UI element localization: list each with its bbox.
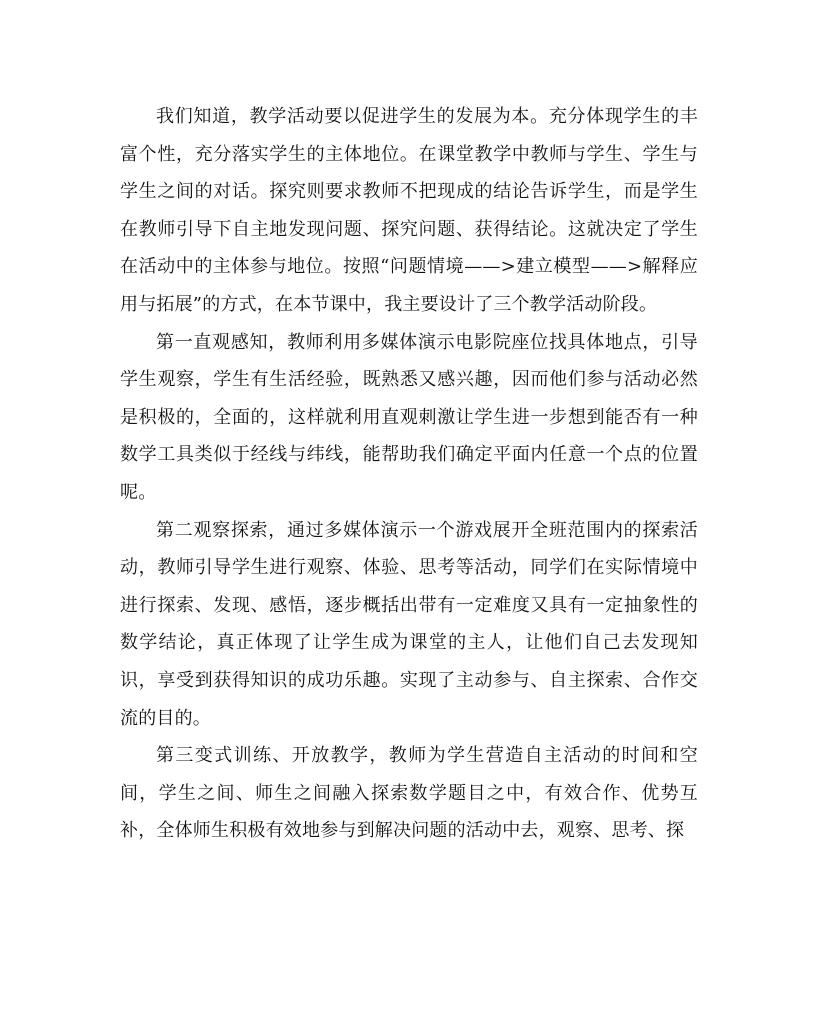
paragraph-stage-one: 第一直观感知，教师利用多媒体演示电影院座位找具体地点，引导学生观察，学生有生活经验，既熟悉又感兴趣，因而他们参与活动必然是积极的，全面的，这样就利用直观刺激让学生进一步想到能否有一种数学工具类似于经线与纬线，能帮助我们确定平面内任意一个点的位置呢。: [120, 331, 698, 503]
paragraph-stage-two: 第二观察探索，通过多媒体演示一个游戏展开全班范围内的探索活动，教师引导学生进行观察、体验、思考等活动，同学们在实际情境中进行探索、发现、感悟，逐步概括出带有一定难度又具有一定抽象性的数学结论，真正体现了让学生成为课堂的主人，让他们自己去发现知识，享受到获得知识的成功乐趣。实现了主动参与、自主探索、合作交流的目的。: [120, 519, 698, 729]
document-body: [120, 98, 698, 850]
paragraph-stage-three: 第三变式训练、开放教学，教师为学生营造自主活动的时间和空间，学生之间、师生之间融入探索数学题目之中，有效合作、优势互补，全体师生积极有效地参与到解决问题的活动中去，观察、思考、探: [120, 745, 698, 842]
paragraph-intro: 我们知道，教学活动要以促进学生的发展为本。充分体现学生的丰富个性，充分落实学生的主体地位。在课堂教学中教师与学生、学生与学生之间的对话。探究则要求教师不把现成的结论告诉学生，而是学生在教师引导下自主地发现问题、探究问题、获得结论。这就决定了学生在活动中的主体参与地位。按照“问题情境——>建立模型——>解释应用与拓展”的方式，在本节课中，我主要设计了三个教学活动阶段。: [120, 106, 698, 315]
